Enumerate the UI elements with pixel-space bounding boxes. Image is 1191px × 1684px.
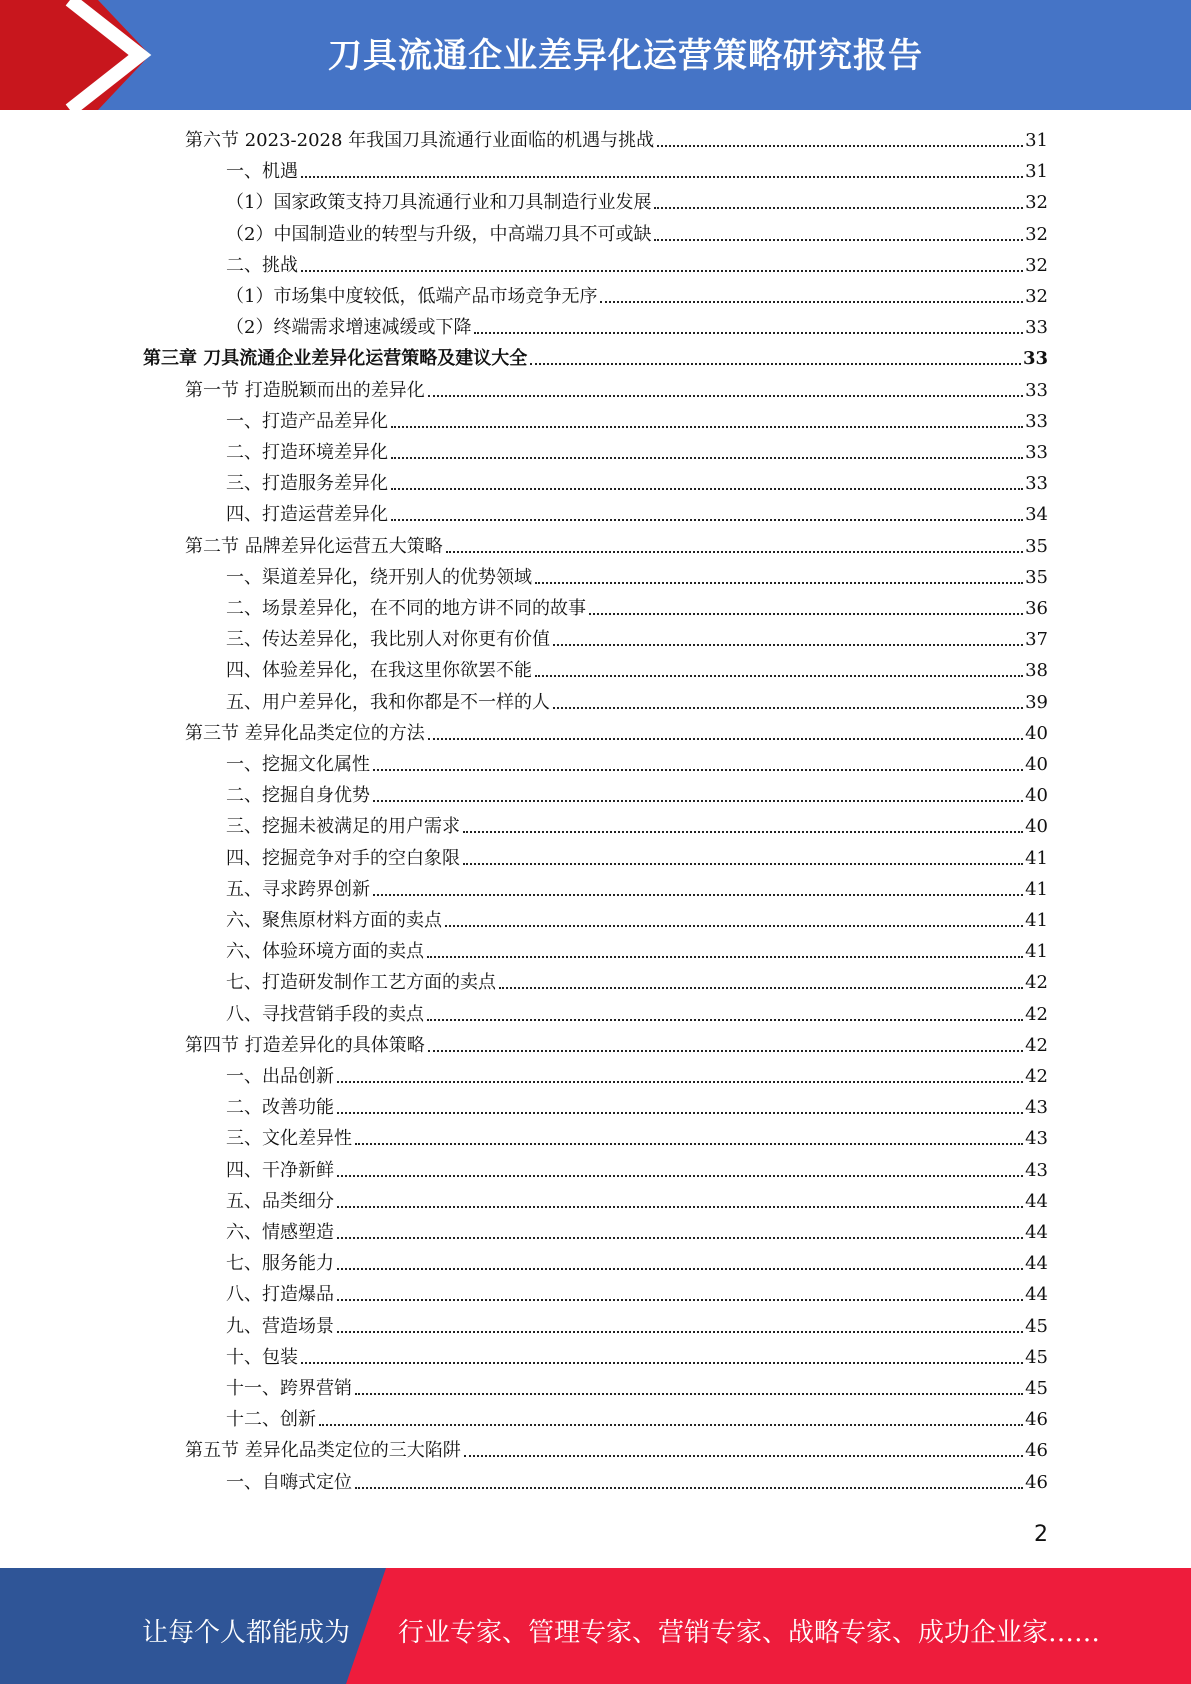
toc-dot-leader [337, 1299, 1023, 1301]
toc-entry[interactable] [185, 376, 1048, 402]
toc-entry-page: 40 [1025, 785, 1048, 807]
toc-entry-page: 33 [1025, 379, 1048, 401]
toc-entry[interactable] [226, 937, 1048, 963]
toc-entry-page: 33 [1025, 410, 1048, 432]
toc-entry[interactable] [226, 1156, 1048, 1182]
toc-entry-title: 八、寻找营销手段的卖点 [226, 1003, 424, 1025]
toc-entry-page: 37 [1025, 629, 1048, 651]
toc-dot-leader [391, 519, 1023, 521]
toc-entry[interactable] [143, 344, 1048, 370]
toc-entry[interactable] [226, 1312, 1048, 1338]
toc-entry-page: 32 [1025, 192, 1048, 214]
toc-entry-page: 43 [1025, 1128, 1048, 1150]
toc-entry-title: 十、包装 [226, 1346, 298, 1368]
toc-dot-leader [373, 894, 1023, 896]
toc-entry-title: 第一节 打造脱颖而出的差异化 [185, 379, 425, 401]
toc-entry-title: （1）市场集中度较低，低端产品市场竞争无序 [226, 286, 598, 307]
toc-entry-page: 46 [1025, 1409, 1048, 1431]
toc-dot-leader [463, 831, 1023, 833]
toc-dot-leader [553, 644, 1023, 646]
toc-entry-title: 六、体验环境方面的卖点 [226, 941, 424, 963]
toc-dot-leader [428, 1050, 1023, 1052]
toc-entry-title: 十一、跨界营销 [226, 1378, 352, 1399]
toc-dot-leader [391, 488, 1023, 490]
toc-entry-page: 36 [1025, 598, 1048, 619]
toc-entry-title: 四、干净新鲜 [226, 1159, 334, 1181]
toc-entry-page: 41 [1025, 941, 1048, 963]
toc-entry-title: 八、打造爆品 [226, 1284, 334, 1306]
toc-entry-title: 五、寻求跨界创新 [226, 878, 370, 900]
toc-dot-leader [530, 363, 1021, 365]
toc-entry[interactable] [226, 968, 1048, 994]
toc-entry-title: 九、营造场景 [226, 1315, 334, 1337]
toc-dot-leader [535, 675, 1023, 677]
toc-entry-page: 40 [1025, 816, 1048, 838]
toc-entry-page: 33 [1025, 473, 1048, 495]
toc-entry-title: 第五节 差异化品类定位的三大陷阱 [185, 1440, 461, 1462]
toc-dot-leader [337, 1331, 1023, 1333]
toc-dot-leader [499, 987, 1023, 989]
toc-entry[interactable] [226, 1343, 1048, 1369]
toc-dot-leader [301, 270, 1023, 272]
toc-entry-page: 40 [1025, 754, 1048, 775]
toc-entry-page: 31 [1025, 161, 1048, 183]
toc-dot-leader [319, 1424, 1023, 1426]
toc-entry[interactable] [226, 188, 1048, 214]
toc-entry-page: 43 [1025, 1097, 1048, 1119]
toc-dot-leader [337, 1268, 1023, 1270]
toc-entry-page: 44 [1025, 1284, 1048, 1306]
toc-dot-leader [391, 426, 1023, 428]
toc-dot-leader [535, 582, 1023, 584]
footer-slogan-left: 让每个人都能成为 [142, 1618, 351, 1648]
toc-entry-title: 六、情感塑造 [226, 1222, 334, 1243]
toc-entry-page: 40 [1025, 722, 1048, 744]
toc-entry-title: 三、打造服务差异化 [226, 473, 388, 495]
toc-dot-leader [428, 738, 1023, 740]
toc-dot-leader [301, 1362, 1023, 1364]
toc-entry-page: 42 [1025, 1003, 1048, 1025]
toc-dot-leader [337, 1175, 1023, 1177]
toc-entry[interactable] [226, 220, 1048, 246]
toc-entry-page: 42 [1025, 1034, 1048, 1056]
toc-entry-page: 46 [1025, 1471, 1048, 1493]
toc-dot-leader [446, 551, 1023, 553]
toc-entry-title: 二、挖掘自身优势 [226, 785, 370, 807]
toc-entry-title: 一、出品创新 [226, 1066, 334, 1087]
toc-entry-page: 33 [1025, 442, 1048, 463]
toc-entry-title: 五、品类细分 [226, 1190, 334, 1212]
toc-entry-page: 33 [1022, 348, 1048, 370]
toc-entry-page: 33 [1025, 317, 1048, 339]
toc-entry-title: 二、场景差异化，在不同的地方讲不同的故事 [226, 598, 586, 619]
toc-entry-page: 43 [1025, 1159, 1048, 1181]
toc-dot-leader [654, 239, 1023, 241]
toc-dot-leader [553, 707, 1023, 709]
page-footer [0, 1568, 1191, 1684]
toc-entry-page: 41 [1025, 878, 1048, 900]
toc-entry-title: 一、机遇 [226, 161, 298, 183]
toc-entry-title: 四、打造运营差异化 [226, 504, 388, 526]
toc-entry[interactable] [226, 157, 1048, 183]
toc-dot-leader [600, 301, 1023, 303]
toc-entry-title: 一、自嗨式定位 [226, 1471, 352, 1493]
toc-entry[interactable] [226, 750, 1048, 776]
toc-entry-title: 四、挖掘竞争对手的空白象限 [226, 847, 460, 869]
toc-entry-page: 44 [1025, 1222, 1048, 1243]
toc-entry-title: 一、渠道差异化，绕开别人的优势领域 [226, 566, 532, 588]
toc-entry-title: 二、改善功能 [226, 1097, 334, 1119]
toc-entry-title: 二、挑战 [226, 254, 298, 276]
toc-dot-leader [427, 1019, 1023, 1021]
page-header [0, 0, 1191, 110]
toc-dot-leader [355, 1393, 1023, 1395]
toc-dot-leader [337, 1206, 1023, 1208]
toc-dot-leader [337, 1112, 1023, 1114]
toc-entry[interactable] [226, 251, 1048, 277]
toc-entry[interactable] [226, 906, 1048, 932]
toc-dot-leader [657, 145, 1023, 147]
toc-dot-leader [464, 1455, 1023, 1457]
toc-entry-page: 42 [1025, 1066, 1048, 1087]
toc-dot-leader [355, 1487, 1023, 1489]
toc-entry-title: 第四节 打造差异化的具体策略 [185, 1034, 425, 1056]
toc-entry[interactable] [226, 1187, 1048, 1213]
toc-entry[interactable] [226, 407, 1048, 433]
toc-entry[interactable] [185, 1436, 1048, 1462]
toc-entry-title: 三、文化差异性 [226, 1128, 352, 1150]
toc-entry-title: 七、服务能力 [226, 1253, 334, 1275]
toc-entry[interactable] [226, 1062, 1048, 1088]
toc-entry-title: 第三章 刀具流通企业差异化运营策略及建议大全 [143, 348, 528, 370]
toc-entry-title: （2）终端需求增速减缓或下降 [226, 317, 472, 339]
toc-entry-page: 32 [1025, 286, 1048, 307]
toc-entry-page: 45 [1025, 1346, 1048, 1368]
toc-entry[interactable] [226, 1374, 1048, 1400]
toc-dot-leader [428, 395, 1023, 397]
toc-entry[interactable] [185, 532, 1048, 558]
footer-slogan-right: 行业专家、管理专家、营销专家、战略专家、成功企业家…… [398, 1618, 1101, 1648]
toc-dot-leader [337, 1081, 1023, 1083]
toc-entry[interactable] [226, 875, 1048, 901]
toc-dot-leader [427, 956, 1023, 958]
toc-entry-page: 44 [1025, 1190, 1048, 1212]
toc-entry[interactable] [226, 1405, 1048, 1431]
toc-entry-title: 四、体验差异化，在我这里你欲罢不能 [226, 660, 532, 682]
toc-entry[interactable] [185, 719, 1048, 745]
toc-entry[interactable] [226, 469, 1048, 495]
toc-entry[interactable] [226, 844, 1048, 870]
toc-entry-page: 45 [1025, 1315, 1048, 1337]
toc-entry-title: 七、打造研发制作工艺方面的卖点 [226, 972, 496, 994]
toc-entry[interactable] [226, 1218, 1048, 1244]
red-chevron-logo [0, 0, 160, 110]
toc-entry-title: 六、聚焦原材料方面的卖点 [226, 910, 442, 931]
toc-entry[interactable] [226, 1124, 1048, 1150]
report-title: 刀具流通企业差异化运营策略研究报告 [328, 36, 923, 76]
toc-entry-page: 38 [1025, 660, 1048, 682]
toc-entry-title: 三、挖掘未被满足的用户需求 [226, 816, 460, 838]
toc-entry[interactable] [226, 438, 1048, 464]
toc-dot-leader [391, 457, 1023, 459]
toc-entry[interactable] [226, 594, 1048, 620]
toc-entry-title: 第二节 品牌差异化运营五大策略 [185, 535, 443, 557]
toc-entry-title: 第三节 差异化品类定位的方法 [185, 722, 425, 744]
toc-entry[interactable] [226, 688, 1048, 714]
toc-entry-page: 42 [1025, 972, 1048, 994]
toc-entry-title: 二、打造环境差异化 [226, 442, 388, 463]
page-number: 2 [1034, 1522, 1048, 1547]
toc-entry[interactable] [226, 500, 1048, 526]
toc-dot-leader [373, 769, 1023, 771]
toc-entry-page: 45 [1025, 1378, 1048, 1399]
toc-entry-title: 十二、创新 [226, 1409, 316, 1431]
toc-entry[interactable] [226, 625, 1048, 651]
toc-entry-page: 41 [1025, 910, 1048, 931]
toc-entry-title: （1）国家政策支持刀具流通行业和刀具制造行业发展 [226, 192, 652, 214]
toc-entry-page: 34 [1025, 504, 1048, 526]
toc-entry[interactable] [226, 282, 1048, 308]
toc-entry-page: 44 [1025, 1253, 1048, 1275]
toc-entry-page: 35 [1025, 566, 1048, 588]
toc-entry[interactable] [185, 126, 1048, 152]
toc-entry-title: 五、用户差异化，我和你都是不一样的人 [226, 691, 550, 713]
toc-entry-title: 一、挖掘文化属性 [226, 754, 370, 775]
toc-entry-page: 46 [1025, 1440, 1048, 1462]
toc-entry[interactable] [226, 1000, 1048, 1026]
toc-entry[interactable] [226, 1249, 1048, 1275]
toc-entry[interactable] [185, 1031, 1048, 1057]
toc-dot-leader [337, 1237, 1023, 1239]
toc-entry[interactable] [226, 563, 1048, 589]
toc-dot-leader [589, 613, 1023, 615]
toc-entry-page: 39 [1025, 691, 1048, 713]
toc-entry-title: 第六节 2023-2028 年我国刀具流通行业面临的机遇与挑战 [185, 130, 655, 151]
toc-entry[interactable] [226, 313, 1048, 339]
toc-entry-page: 32 [1025, 254, 1048, 276]
toc-entry[interactable] [226, 781, 1048, 807]
toc-entry-page: 32 [1025, 223, 1048, 245]
toc-dot-leader [463, 863, 1023, 865]
toc-dot-leader [373, 800, 1023, 802]
toc-entry[interactable] [226, 656, 1048, 682]
toc-entry[interactable] [226, 1468, 1048, 1494]
toc-entry-title: 三、传达差异化，我比别人对你更有价值 [226, 629, 550, 651]
toc-dot-leader [355, 1143, 1023, 1145]
toc-entry-title: 一、打造产品差异化 [226, 410, 388, 432]
toc-dot-leader [301, 176, 1023, 178]
toc-dot-leader [474, 332, 1023, 334]
toc-entry-page: 31 [1025, 130, 1048, 151]
toc-entry-title: （2）中国制造业的转型与升级，中高端刀具不可或缺 [226, 223, 652, 245]
toc-dot-leader [654, 207, 1023, 209]
toc-entry-page: 35 [1025, 535, 1048, 557]
toc-dot-leader [445, 925, 1023, 927]
toc-entry[interactable] [226, 1093, 1048, 1119]
toc-entry[interactable] [226, 812, 1048, 838]
toc-entry-page: 41 [1025, 847, 1048, 869]
toc-entry[interactable] [226, 1280, 1048, 1306]
